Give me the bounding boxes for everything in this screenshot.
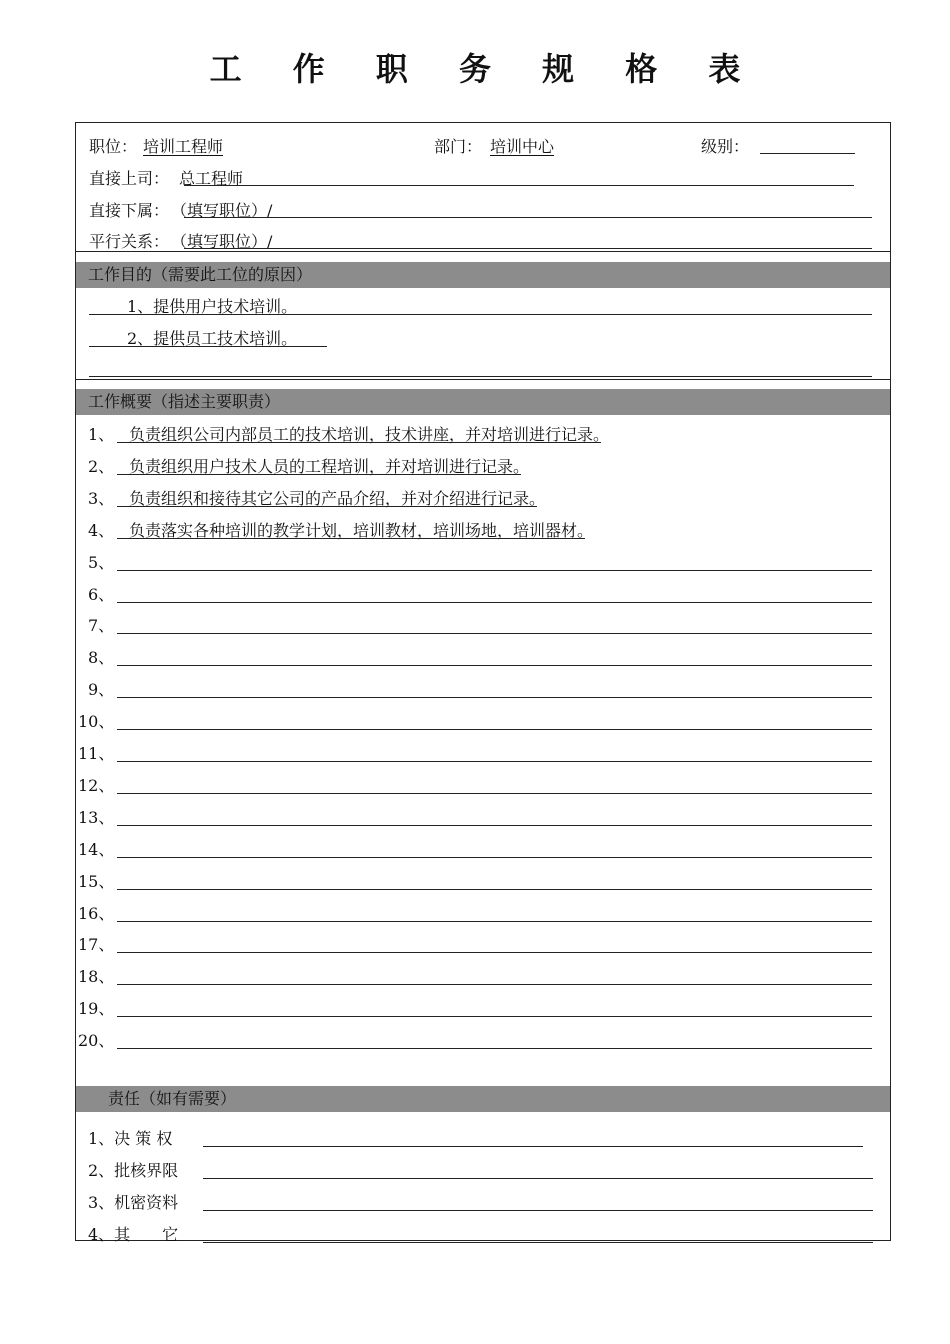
purpose-item[interactable]: 1、提供用户技术培训。 bbox=[127, 297, 298, 316]
summary-item-text[interactable]: 负责落实各种培训的教学计划，培训教材，培训场地，培训器材。 bbox=[129, 520, 594, 540]
summary-item-line[interactable] bbox=[117, 506, 537, 507]
summary-item-text[interactable]: 负责组织用户技术人员的工程培训，并对培训进行记录。 bbox=[129, 456, 530, 476]
summary-item-line[interactable] bbox=[117, 825, 872, 826]
summary-item-line[interactable] bbox=[117, 857, 872, 858]
section-divider bbox=[76, 251, 890, 252]
summary-item-line[interactable] bbox=[117, 729, 872, 730]
summary-item-number: 9、 bbox=[88, 680, 115, 700]
summary-item-line[interactable] bbox=[117, 1016, 872, 1017]
summary-item bbox=[88, 425, 610, 445]
summary-item-line[interactable] bbox=[117, 793, 872, 794]
summary-item-line[interactable] bbox=[117, 665, 872, 666]
position-value[interactable]: 培训工程师 bbox=[143, 137, 224, 156]
supervisor-input-line[interactable] bbox=[184, 185, 854, 186]
subordinate-input-line[interactable] bbox=[184, 217, 872, 218]
summary-item bbox=[78, 904, 114, 924]
summary-item-number: 11、 bbox=[78, 744, 115, 763]
summary-item-line[interactable] bbox=[117, 633, 872, 634]
summary-item-number: 7、 bbox=[88, 616, 115, 636]
summary-item-number: 15、 bbox=[78, 871, 115, 891]
summary-item bbox=[78, 808, 114, 828]
summary-item-line[interactable] bbox=[117, 442, 601, 443]
summary-item bbox=[78, 744, 114, 764]
purpose-item[interactable]: 2、提供员工技术培训。 bbox=[127, 329, 298, 348]
summary-item-text[interactable]: 负责组织公司内部员工的技术培训，技术讲座，并对培训进行记录。 bbox=[129, 425, 610, 444]
summary-item-number: 19、 bbox=[78, 999, 115, 1019]
purpose-line bbox=[89, 346, 327, 347]
summary-item-number: 4、 bbox=[88, 520, 115, 540]
summary-item-line[interactable] bbox=[117, 697, 872, 698]
summary-item-line[interactable] bbox=[117, 538, 585, 539]
level-field bbox=[701, 137, 749, 157]
summary-item-line[interactable] bbox=[117, 921, 872, 922]
supervisor-value[interactable]: 总工程师 bbox=[179, 169, 244, 188]
summary-item-number: 14、 bbox=[78, 839, 115, 859]
department-label: 部门： bbox=[434, 137, 483, 156]
parallel-value[interactable]: （填写职位）/ bbox=[179, 232, 273, 251]
responsibility-item-label: 3、机密资料 bbox=[88, 1193, 179, 1212]
summary-item bbox=[78, 840, 114, 860]
summary-item-number: 10、 bbox=[78, 712, 115, 732]
summary-item bbox=[88, 520, 594, 541]
parallel-field bbox=[89, 232, 272, 252]
summary-item bbox=[78, 967, 114, 987]
summary-item-number: 1、 bbox=[88, 425, 115, 444]
supervisor-label: 直接上司： bbox=[89, 169, 170, 188]
form-frame bbox=[75, 122, 891, 1244]
responsibility-input-line[interactable] bbox=[203, 1210, 873, 1211]
subordinate-value[interactable]: （填写职位）/ bbox=[179, 201, 273, 220]
summary-item-line[interactable] bbox=[117, 1048, 872, 1049]
level-label: 级别： bbox=[701, 137, 750, 156]
responsibility-input-line[interactable] bbox=[203, 1178, 873, 1179]
department-field bbox=[434, 137, 570, 157]
position-field bbox=[89, 137, 229, 157]
summary-item-number: 18、 bbox=[78, 967, 115, 987]
summary-header: 工作概要（指述主要职责） bbox=[76, 389, 890, 415]
responsibility-header: 责任（如有需要） bbox=[76, 1086, 890, 1112]
supervisor-field bbox=[89, 169, 243, 189]
responsibility-input-line[interactable] bbox=[203, 1146, 863, 1147]
summary-item-line[interactable] bbox=[117, 474, 521, 475]
summary-item-line[interactable] bbox=[117, 889, 872, 890]
summary-item bbox=[88, 585, 114, 605]
purpose-line bbox=[89, 314, 872, 315]
summary-item bbox=[78, 999, 114, 1019]
summary-item-text[interactable]: 负责组织和接待其它公司的产品介绍，并对介绍进行记录。 bbox=[129, 488, 546, 508]
parallel-input-line[interactable] bbox=[184, 248, 872, 249]
summary-item-number: 20、 bbox=[78, 1031, 115, 1051]
summary-item bbox=[78, 712, 114, 732]
summary-item-number: 17、 bbox=[78, 935, 115, 955]
summary-item-number: 2、 bbox=[88, 456, 115, 476]
summary-item bbox=[78, 935, 114, 955]
parallel-label: 平行关系： bbox=[89, 232, 170, 251]
summary-item-number: 6、 bbox=[88, 584, 115, 604]
summary-item bbox=[88, 488, 546, 509]
summary-item-number: 8、 bbox=[88, 648, 115, 668]
summary-item-line[interactable] bbox=[117, 952, 872, 953]
subordinate-label: 直接下属： bbox=[89, 201, 170, 220]
summary-item bbox=[88, 680, 114, 700]
summary-item-number: 12、 bbox=[78, 775, 115, 795]
purpose-header: 工作目的（需要此工位的原因） bbox=[76, 262, 890, 288]
summary-item bbox=[88, 648, 114, 668]
responsibility-input-line[interactable] bbox=[203, 1242, 873, 1243]
summary-item-line[interactable] bbox=[117, 570, 872, 571]
summary-item-number: 3、 bbox=[88, 488, 115, 508]
summary-item bbox=[78, 1031, 114, 1051]
summary-item-line[interactable] bbox=[117, 761, 872, 762]
responsibility-item-label: 4、其 它 bbox=[88, 1225, 179, 1244]
summary-item bbox=[88, 456, 530, 477]
summary-item-number: 5、 bbox=[88, 552, 115, 572]
department-value[interactable]: 培训中心 bbox=[490, 137, 555, 156]
section-divider bbox=[76, 379, 890, 380]
summary-item bbox=[88, 553, 114, 573]
page-title: 工 作 职 务 规 格 表 bbox=[209, 50, 761, 88]
summary-item bbox=[88, 616, 114, 636]
summary-item-line[interactable] bbox=[117, 984, 872, 985]
level-input-line[interactable] bbox=[760, 153, 855, 154]
summary-item-line[interactable] bbox=[117, 602, 872, 603]
summary-item-number: 16、 bbox=[78, 903, 115, 923]
position-label: 职位： bbox=[89, 137, 138, 156]
responsibility-item-label: 1、决 策 权 bbox=[88, 1129, 173, 1148]
summary-item bbox=[78, 776, 114, 796]
subordinate-field bbox=[89, 201, 272, 221]
summary-item-number: 13、 bbox=[78, 807, 115, 827]
responsibility-item-label: 2、批核界限 bbox=[88, 1161, 179, 1180]
purpose-line[interactable] bbox=[89, 376, 872, 377]
summary-item bbox=[78, 872, 114, 892]
